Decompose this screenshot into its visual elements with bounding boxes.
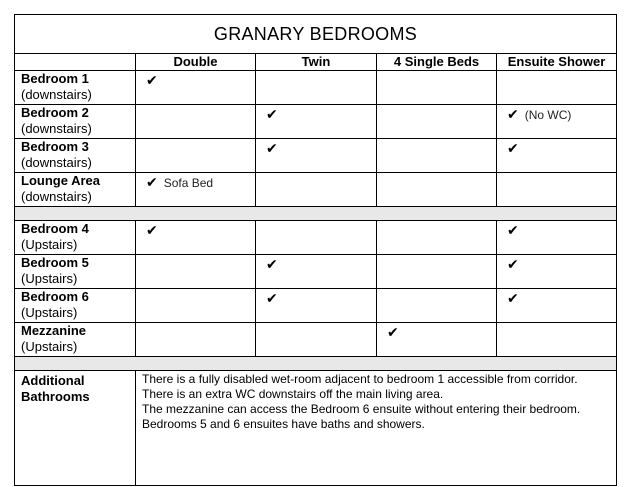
single-beds-cell (377, 323, 497, 357)
double-cell (136, 289, 256, 323)
table-title: GRANARY BEDROOMS (15, 15, 617, 54)
column-header-twin: Twin (256, 54, 377, 71)
room-cell (15, 323, 136, 357)
room-name: Mezzanine (21, 323, 87, 338)
room-cell (15, 221, 136, 255)
check-icon: ✔ (146, 72, 158, 88)
room-name: Bedroom 4 (21, 221, 89, 236)
check-icon: ✔ (387, 324, 399, 340)
check-icon: ✔ (507, 140, 519, 156)
granary-bedrooms-table (14, 14, 617, 486)
additional-label-line: Additional (21, 373, 85, 388)
room-cell (15, 289, 136, 323)
check-icon: ✔ (507, 222, 519, 238)
ensuite-cell (497, 139, 617, 173)
ensuite-cell (497, 71, 617, 105)
check-icon: ✔ (266, 106, 278, 122)
double-cell (136, 71, 256, 105)
table-row (15, 139, 617, 173)
room-cell (15, 139, 136, 173)
separator-row (15, 357, 617, 371)
additional-bathrooms-row (15, 371, 617, 486)
single-beds-cell (377, 71, 497, 105)
additional-bathrooms-text (136, 371, 617, 486)
separator-cell (15, 207, 617, 221)
twin-cell (256, 71, 377, 105)
check-icon: ✔ (266, 290, 278, 306)
room-cell (15, 105, 136, 139)
twin-cell (256, 173, 377, 207)
separator-cell (15, 357, 617, 371)
twin-cell (256, 289, 377, 323)
room-cell (15, 255, 136, 289)
check-icon: ✔ (266, 140, 278, 156)
room-name: Bedroom 2 (21, 105, 89, 120)
room-location: (downstairs) (21, 189, 92, 204)
column-header-room (15, 54, 136, 71)
twin-cell (256, 323, 377, 357)
room-cell (15, 173, 136, 207)
column-header-row (15, 54, 617, 71)
column-header-single-beds: 4 Single Beds (377, 54, 497, 71)
twin-cell (256, 139, 377, 173)
room-location: (Upstairs) (21, 339, 78, 354)
additional-line: The mezzanine can access the Bedroom 6 ensuite without entering their bedroom. (142, 402, 581, 416)
check-icon: ✔ (507, 256, 519, 272)
double-cell (136, 105, 256, 139)
room-location: (Upstairs) (21, 305, 78, 320)
additional-line: There is an extra WC downstairs off the main living area. (142, 387, 444, 401)
single-beds-cell (377, 173, 497, 207)
ensuite-cell (497, 289, 617, 323)
double-cell (136, 255, 256, 289)
room-location: (downstairs) (21, 155, 92, 170)
room-location: (Upstairs) (21, 237, 78, 252)
table-row (15, 173, 617, 207)
table-row (15, 289, 617, 323)
room-name: Bedroom 6 (21, 289, 89, 304)
ensuite-note: (No WC) (524, 108, 572, 122)
check-icon: ✔ (266, 256, 278, 272)
table-row (15, 255, 617, 289)
room-name: Lounge Area (21, 173, 100, 188)
single-beds-cell (377, 139, 497, 173)
room-name: Bedroom 5 (21, 255, 89, 270)
double-cell (136, 173, 256, 207)
ensuite-cell (497, 105, 617, 139)
room-name: Bedroom 1 (21, 71, 89, 86)
check-icon: ✔ (507, 290, 519, 306)
ensuite-cell (497, 173, 617, 207)
room-name: Bedroom 3 (21, 139, 89, 154)
additional-line: Bedrooms 5 and 6 ensuites have baths and showers. (142, 417, 425, 431)
additional-label-line: Bathrooms (21, 389, 90, 404)
additional-line: There is a fully disabled wet-room adjacent to bedroom 1 accessible from corridor. (142, 372, 578, 386)
single-beds-cell (377, 105, 497, 139)
single-beds-cell (377, 255, 497, 289)
check-icon: ✔ (146, 174, 158, 190)
ensuite-cell (497, 255, 617, 289)
table-row (15, 221, 617, 255)
room-location: (downstairs) (21, 121, 92, 136)
separator-row (15, 207, 617, 221)
double-cell (136, 139, 256, 173)
room-location: (Upstairs) (21, 271, 78, 286)
room-cell (15, 71, 136, 105)
twin-cell (256, 255, 377, 289)
column-header-double: Double (136, 54, 256, 71)
table-row (15, 323, 617, 357)
room-location: (downstairs) (21, 87, 92, 102)
table-row (15, 105, 617, 139)
ensuite-cell (497, 221, 617, 255)
twin-cell (256, 105, 377, 139)
single-beds-cell (377, 221, 497, 255)
double-cell (136, 323, 256, 357)
check-icon: ✔ (507, 106, 519, 122)
twin-cell (256, 221, 377, 255)
table-row (15, 71, 617, 105)
check-icon: ✔ (146, 222, 158, 238)
double-note: Sofa Bed (163, 176, 214, 190)
double-cell (136, 221, 256, 255)
column-header-ensuite: Ensuite Shower (497, 54, 617, 71)
ensuite-cell (497, 323, 617, 357)
additional-bathrooms-label (15, 371, 136, 486)
single-beds-cell (377, 289, 497, 323)
